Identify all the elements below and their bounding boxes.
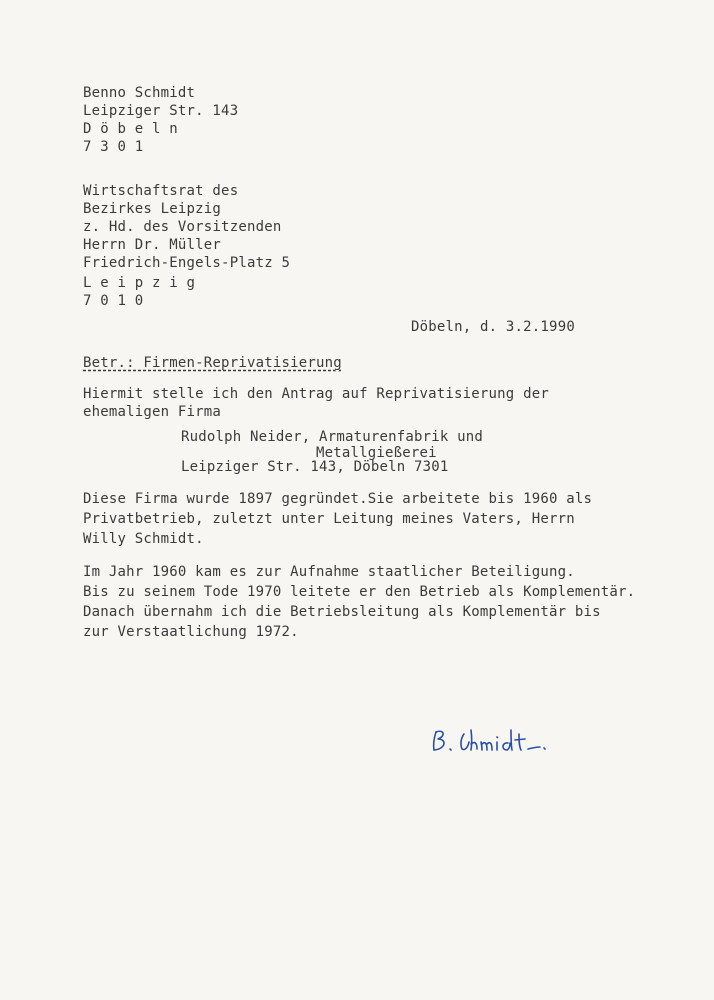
recipient-line-3: z. Hd. des Vorsitzenden — [83, 219, 282, 235]
handwritten-signature — [428, 720, 588, 760]
sender-postcode: 7 3 0 1 — [83, 139, 144, 155]
paragraph-1-line-3: Willy Schmidt. — [83, 531, 204, 547]
firm-line-3: Leipziger Str. 143, Döbeln 7301 — [181, 459, 449, 475]
paragraph-2-line-2: Bis zu seinem Tode 1970 leitete er den Betrieb als Komplementär. — [83, 584, 636, 600]
recipient-line-1: Wirtschaftsrat des — [83, 183, 239, 199]
sender-city: D ö b e l n — [83, 121, 178, 137]
firm-line-2: Metallgießerei — [316, 445, 437, 461]
recipient-line-2: Bezirkes Leipzig — [83, 201, 222, 217]
recipient-line-5: Friedrich-Engels-Platz 5 — [83, 255, 291, 271]
paragraph-1-line-2: Privatbetrieb, zuletzt unter Leitung meines Vaters, Herrn — [83, 511, 575, 527]
paragraph-1-line-1: Diese Firma wurde 1897 gegründet.Sie arbeitete bis 1960 als — [83, 491, 593, 507]
paragraph-2-line-3: Danach übernahm ich die Betriebsleitung als Komplementär bis — [83, 604, 601, 620]
intro-line-1: Hiermit stelle ich den Antrag auf Reprivatisierung der — [83, 386, 549, 402]
recipient-postcode: 7 0 1 0 — [83, 293, 144, 309]
recipient-city: L e i p z i g — [83, 275, 196, 291]
sender-name: Benno Schmidt — [83, 85, 196, 101]
sender-street: Leipziger Str. 143 — [83, 103, 239, 119]
paragraph-2-line-1: Im Jahr 1960 kam es zur Aufnahme staatlicher Beteiligung. — [83, 564, 575, 580]
date-line: Döbeln, d. 3.2.1990 — [411, 319, 575, 335]
subject-line: Betr.: Firmen-Reprivatisierung — [83, 355, 342, 371]
recipient-line-4: Herrn Dr. Müller — [83, 237, 222, 253]
firm-line-1: Rudolph Neider, Armaturenfabrik und — [181, 429, 484, 445]
intro-line-2: ehemaligen Firma — [83, 404, 222, 420]
paragraph-2-line-4: zur Verstaatlichung 1972. — [83, 624, 299, 640]
